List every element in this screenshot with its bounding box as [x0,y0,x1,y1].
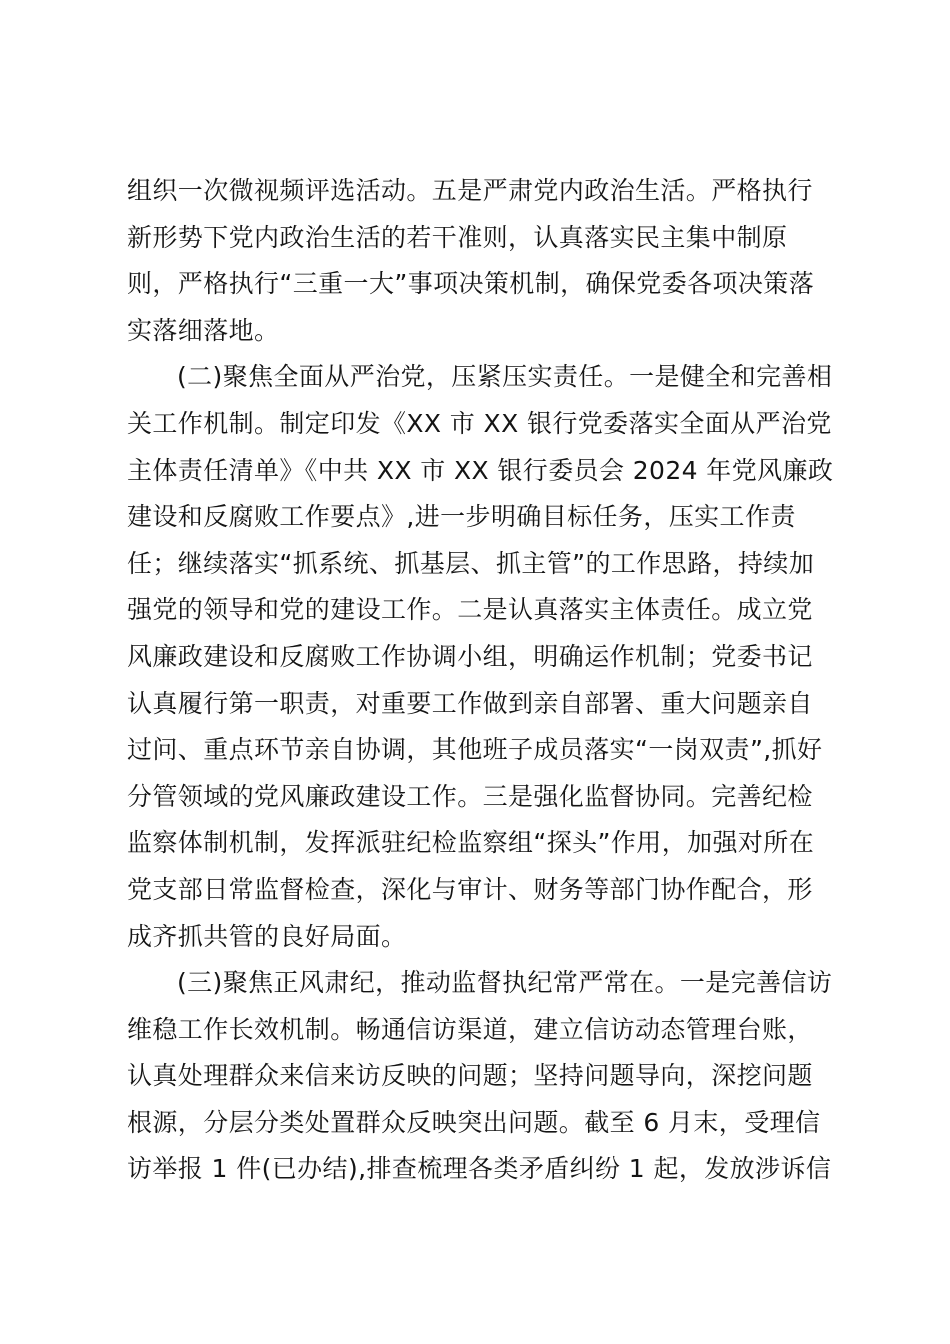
text-line: 认真处理群众来信来访反映的问题；坚持问题导向，深挖问题 [127,1061,813,1091]
text-line: 建设和反腐败工作要点》,进一步明确目标任务，压实工作责 [127,502,796,532]
text-line: 访举报 1 件(已办结),排查梳理各类矛盾纠纷 1 起，发放涉诉信 [127,1154,832,1184]
body-text [127,168,834,1193]
text-line: 过问、重点环节亲自协调，其他班子成员落实“一岗双责”,抓好 [127,735,823,765]
text-line: 成齐抓共管的良好局面。 [127,921,407,951]
text-line: 党支部日常监督检查，深化与审计、财务等部门协作配合，形 [127,874,813,904]
text-line: 组织一次微视频评选活动。五是严肃党内政治生活。严格执行 [127,176,813,205]
section-heading-line: (三)聚焦正风肃纪，推动监督执纪常严常在。一是完善信访 [177,968,833,998]
text-line: 认真履行第一职责，对重要工作做到亲自部署、重大问题亲自 [127,688,813,718]
text-line: 新形势下党内政治生活的若干准则，认真落实民主集中制原 [127,222,788,252]
text-line: 分管领域的党风廉政建设工作。三是强化监督协同。完善纪检 [127,781,813,811]
text-line: 风廉政建设和反腐败工作协调小组，明确运作机制；党委书记 [127,641,813,671]
text-line: 强党的领导和党的建设工作。二是认真落实主体责任。成立党 [127,595,813,625]
text-line: 维稳工作长效机制。畅通信访渠道，建立信访动态管理台账， [127,1014,813,1044]
section-heading-line: (二)聚焦全面从严治党，压紧压实责任。一是健全和完善相 [177,362,833,392]
text-line: 实落细落地。 [127,315,280,345]
text-line: 主体责任清单》《中共 XX 市 XX 银行委员会 2024 年党风廉政 [127,455,834,485]
text-line: 则，严格执行“三重一大”事项决策机制，确保党委各项决策落 [127,269,815,299]
text-line: 监察体制机制，发挥派驻纪检监察组“探头”作用，加强对所在 [127,828,815,858]
text-line: 根源，分层分类处置群众反映突出问题。截至 6 月末，受理信 [127,1107,821,1137]
text-line: 任；继续落实“抓系统、抓基层、抓主管”的工作思路，持续加 [127,548,815,578]
text-line: 关工作机制。制定印发《XX 市 XX 银行党委落实全面从严治党 [127,408,832,438]
